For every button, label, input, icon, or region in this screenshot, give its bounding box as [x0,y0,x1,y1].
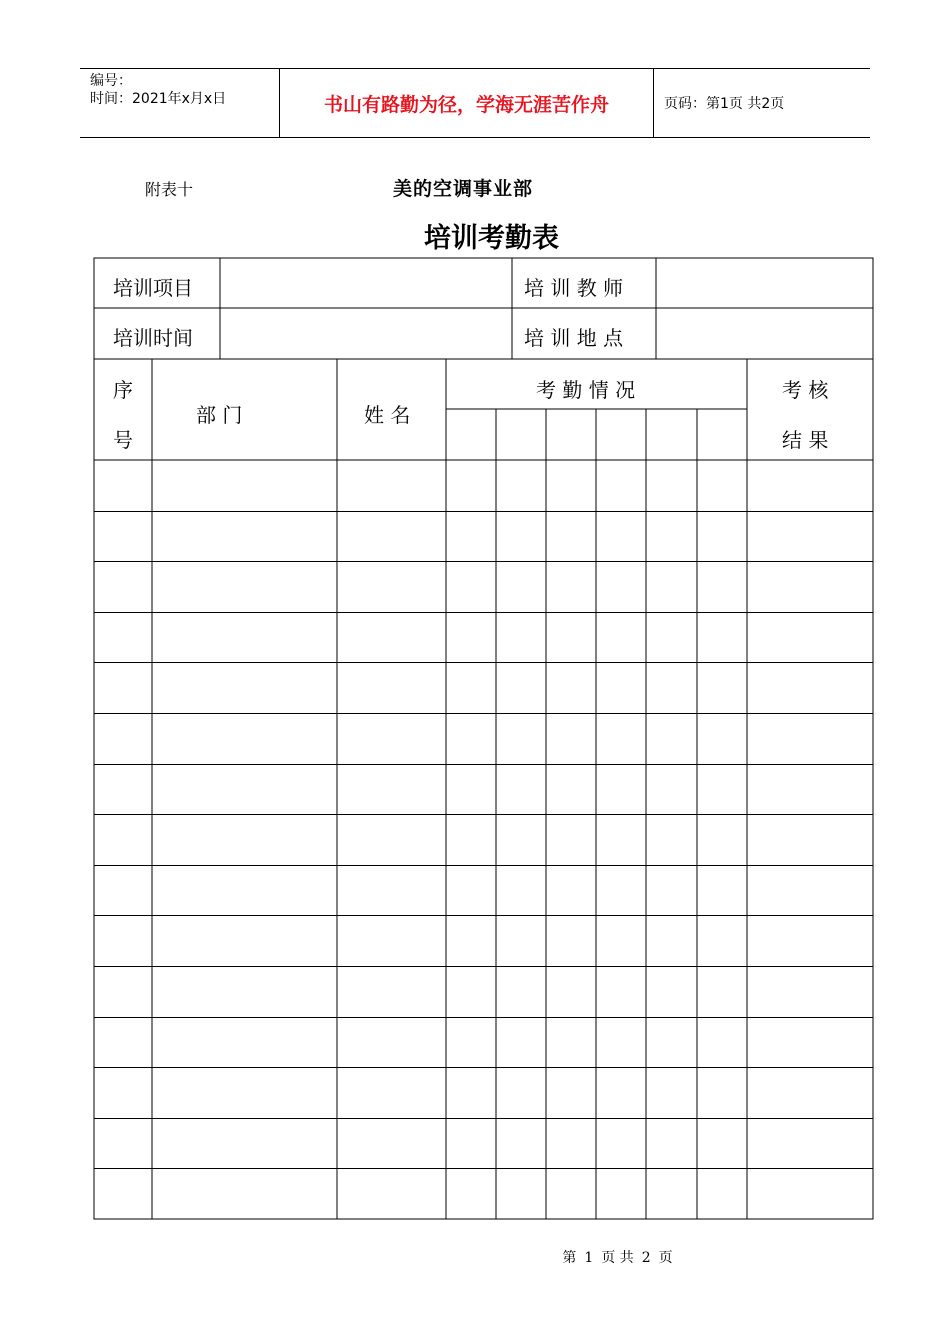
col-department: 部 门 [196,403,243,427]
page-footer [0,1247,950,1267]
page-header [80,68,870,138]
col-name: 姓 名 [364,403,411,427]
footer-text2: 页 共 [601,1250,634,1266]
doc-time-label: 时间：2021年x月x日 [90,91,227,107]
doc-number-label: 编号： [90,73,132,89]
header-meta [80,69,280,137]
trainer-label: 培 训 教 师 [524,276,624,300]
training-time-label: 培训时间 [113,326,193,350]
appendix-label: 附表十 [145,180,194,199]
footer-text3: 页 [658,1250,673,1266]
col-result-line1: 考 核 [782,378,829,402]
company-name: 美的空调事业部 [393,178,534,200]
location-label: 培 训 地 点 [524,326,624,350]
table-row-lines [94,512,873,1169]
footer-text1: 第 [562,1250,577,1266]
col-seq-line2: 号 [113,428,133,452]
header-page-label: 页码：第1页 共2页 [664,96,785,112]
footer-page: 1 [584,1250,594,1266]
col-result-line2: 结 果 [782,428,829,452]
col-attendance: 考 勤 情 况 [536,378,636,402]
header-motto: 书山有路勤为径，学海无涯苦作舟 [280,69,654,137]
col-seq-line1: 序 [113,378,133,402]
footer-total: 2 [641,1250,651,1266]
training-item-label: 培训项目 [113,276,193,300]
page-title: 培训考勤表 [424,223,559,254]
